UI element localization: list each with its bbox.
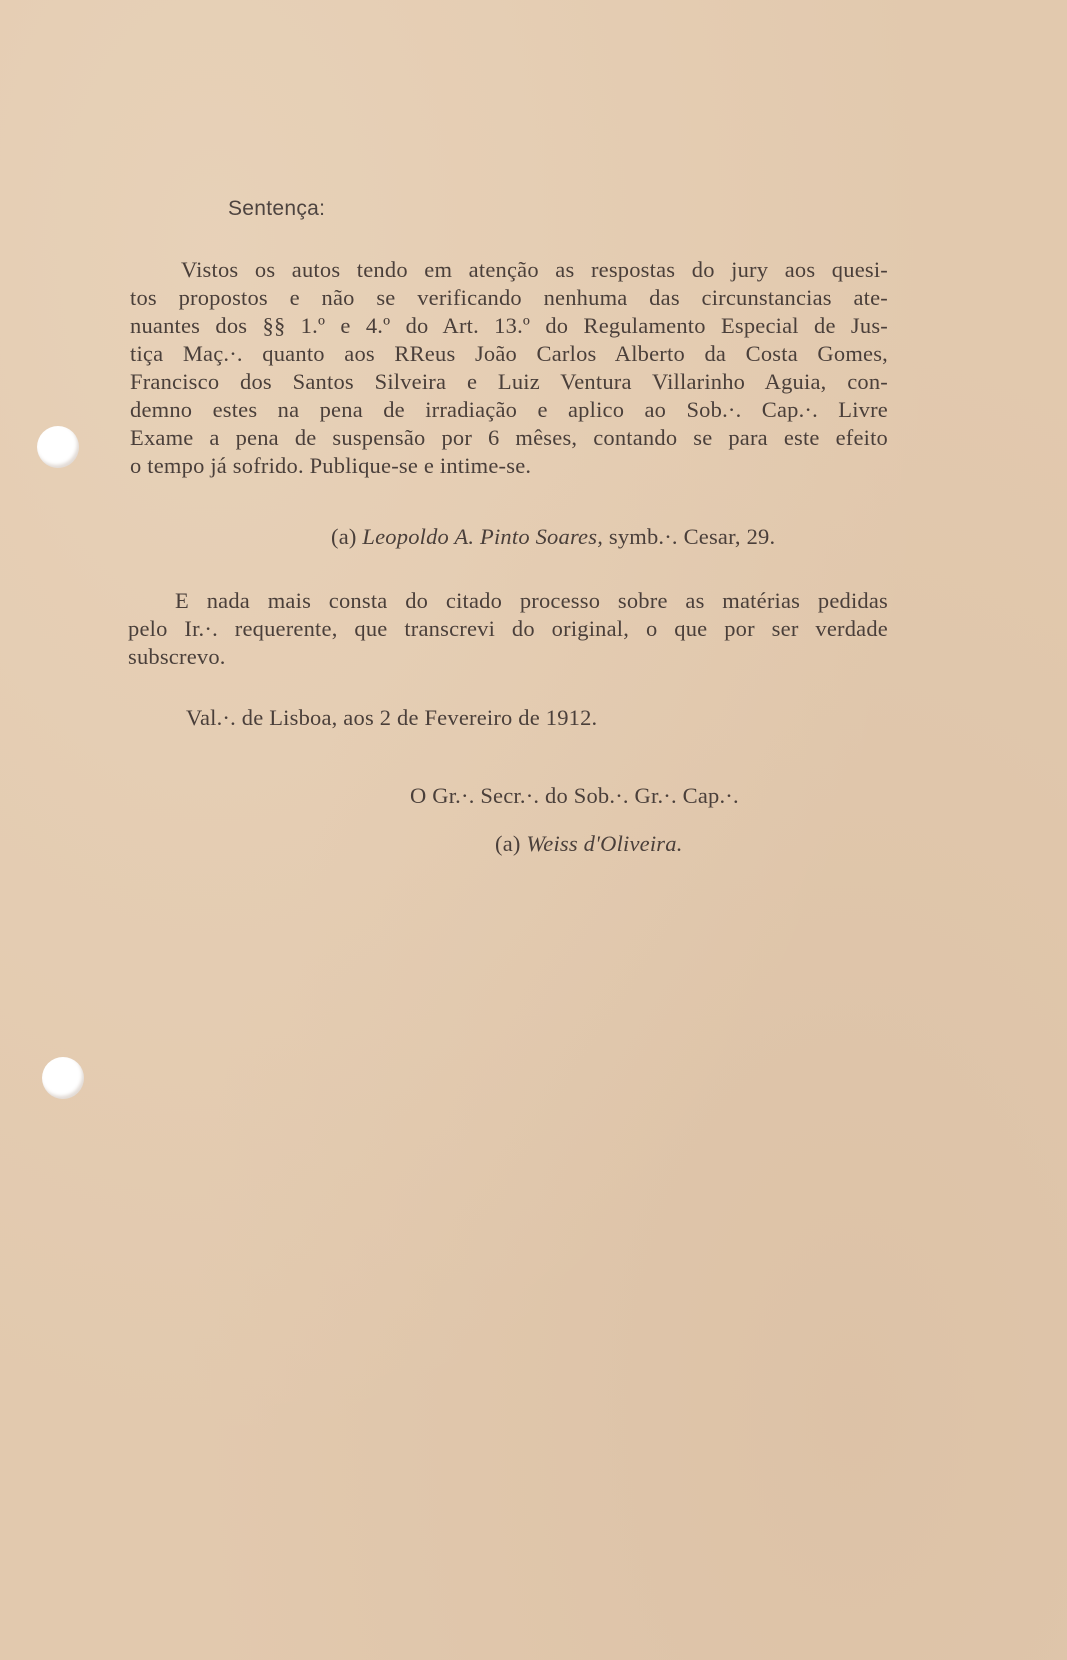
signature-name: Weiss d'Oliveira.	[526, 831, 683, 856]
signature-prefix: (a)	[331, 524, 357, 549]
closing-line: E nada mais consta do citado processo sobre as matérias pedidas	[175, 588, 888, 613]
punch-hole-bottom	[42, 1057, 84, 1099]
sentence-line: tiça Maç.·. quanto aos RReus João Carlos Alberto da Costa Gomes,	[130, 341, 888, 366]
punch-hole-top	[37, 426, 79, 468]
sentence-line: Vistos os autos tendo em atenção as respostas do jury aos quesi-	[181, 257, 888, 282]
secretary-title: O Gr.·. Secr.·. do Sob.·. Gr.·. Cap.·.	[410, 783, 739, 808]
sentence-line: o tempo já sofrido. Publique-se e intime-se.	[130, 453, 532, 478]
sentence-paragraph	[130, 256, 888, 480]
signature-name: Leopoldo A. Pinto Soares,	[362, 524, 604, 549]
signature-prefix: (a)	[495, 831, 521, 856]
closing-line: subscrevo.	[128, 644, 226, 669]
signature-suffix: symb.·. Cesar, 29.	[608, 524, 776, 549]
sentence-line: Exame a pena de suspensão por 6 mêses, contando se para este efeito	[130, 425, 888, 450]
secretary-signature	[495, 831, 683, 857]
sentence-line: nuantes dos §§ 1.º e 4.º do Art. 13.º do Regulamento Especial de Jus-	[130, 313, 888, 338]
place-and-date: Val.·. de Lisboa, aos 2 de Fevereiro de 1912.	[186, 705, 598, 730]
sentence-line: Francisco dos Santos Silveira e Luiz Ventura Villarinho Aguia, con-	[130, 369, 888, 394]
closing-line: pelo Ir.·. requerente, que transcrevi do original, o que por ser verdade	[128, 616, 888, 641]
sentence-line: demno estes na pena de irradiação e aplico ao Sob.·. Cap.·. Livre	[130, 397, 888, 422]
sentence-heading: Sentença:	[228, 197, 326, 220]
closing-paragraph	[128, 587, 888, 671]
sentence-line: tos propostos e não se verificando nenhuma das circunstancias ate-	[130, 285, 888, 310]
judge-signature	[331, 524, 775, 550]
